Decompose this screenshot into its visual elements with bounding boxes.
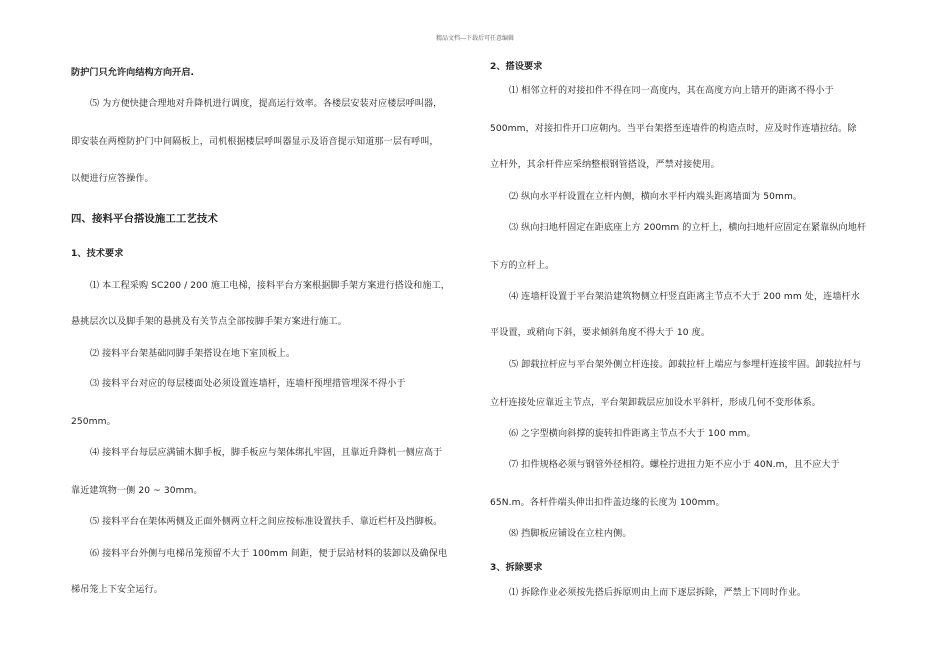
paragraph-line: 立杆连接处应靠近主节点，平台架卸载层应加设水平斜杆，形成几何不变形体系。 [490, 398, 821, 408]
paragraph-line: ⑸ 为方便快捷合理地对升降机进行调度，提高运行效率。各楼层安装对应楼层呼叫器， [90, 99, 443, 109]
paragraph-line: 立杆外，其余杆件应采纳整根钢管搭设，严禁对接使用。 [490, 160, 720, 170]
paragraph-line: ⑵ 接料平台架基础同脚手架搭设在地下室顶板上。 [90, 349, 296, 359]
paragraph-line: ⑴ 相邻立杆的对接扣件不得在同一高度内，其在高度方向上错开的距离不得小于 [509, 86, 834, 96]
section-heading: 四、接料平台搭设施工工艺技术 [71, 213, 218, 225]
paragraph-line: ⑺ 扣件规格必须与钢管外径相符。螺栓拧进扭力矩不应小于 40N.m，且不应大于 [509, 460, 840, 470]
paragraph-line: ⑴ 拆除作业必须按先搭后拆原则由上而下逐层拆除，严禁上下同时作业。 [509, 588, 807, 598]
paragraph-line: ⑸ 卸载拉杆应与平台架外侧立杆连接。卸载拉杆上端应与参埋杆连接牢固。卸载拉杆与 [509, 360, 862, 370]
subsection-heading: 3、拆除要求 [490, 563, 543, 573]
paragraph-line: ⑹ 之字型横向斜撑的旋转扣件距离主节点不大于 100 mm。 [509, 429, 756, 439]
paragraph-line: ⑴ 本工程采购 SC200 / 200 施工电梯，接料平台方案根据脚手架方案进行搭设和施工， [90, 281, 450, 291]
paragraph-line: 防护门只允许向结构方向开启. [71, 68, 195, 78]
subsection-heading: 1、技术要求 [71, 249, 124, 259]
paragraph-line: 250mm。 [71, 417, 116, 427]
paragraph-line: ⑻ 挡脚板应铺设在立柱内侧。 [509, 529, 632, 539]
paragraph-line: 65N.m。各杆件端头伸出扣件盖边缘的长度为 100mm。 [490, 498, 725, 508]
paragraph-line: ⑷ 连墙杆设置于平台架沿建筑物侧立杆竖直距离主节点不大于 200 mm 处，连墙杆水 [509, 292, 860, 302]
paragraph-line: 500mm，对接扣件开口应朝内。当平台架搭至连墙件的构造点时，应及时作连墙拉结。除 [490, 124, 857, 134]
paragraph-line: 以便进行应答操作。 [71, 174, 154, 184]
paragraph-line: 靠近建筑物一侧 20 ~ 30mm。 [71, 486, 203, 496]
header-note: 精品文档---下载后可任意编辑 [435, 35, 515, 42]
paragraph-line: 即安装在两樘防护门中间隔板上，司机根据楼层呼叫器显示及语音提示知道那一层有呼叫， [71, 137, 439, 147]
paragraph-line: 平设置，或稍向下斜，要求倾斜角度不得大于 10 度。 [490, 328, 711, 338]
paragraph-line: ⑶ 纵向扫地杆固定在距底座上方 200mm 的立杆上，横向扫地杆应固定在紧靠纵向地杆 [509, 223, 867, 233]
paragraph-line: 梯吊笼上下安全运行。 [71, 585, 163, 595]
subsection-heading: 2、搭设要求 [490, 62, 543, 72]
paragraph-line: ⑹ 接料平台外侧与电梯吊笼预留不大于 100mm 间距，便于层站材料的装卸以及确保电 [90, 549, 448, 559]
paragraph-line: ⑸ 接料平台在架体两侧及正面外侧两立杆之间应按标准设置扶手、靠近栏杆及挡脚板。 [90, 517, 443, 527]
paragraph-line: ⑵ 纵向水平杆设置在立杆内侧，横向水平杆内端头距离墙面为 50mm。 [509, 192, 803, 202]
paragraph-line: 悬挑层次以及脚手架的悬挑及有关节点全部按脚手架方案进行施工。 [71, 317, 347, 327]
paragraph-line: ⑶ 接料平台对应的每层楼面处必须设置连墙杆，连墙杆预埋措管埋深不得小于 [90, 379, 406, 389]
paragraph-line: 下方的立杆上。 [490, 261, 555, 271]
paragraph-line: ⑷ 接料平台每层应满铺木脚手板，脚手板应与架体绑扎牢固，且靠近升降机一侧应高于 [90, 448, 443, 458]
